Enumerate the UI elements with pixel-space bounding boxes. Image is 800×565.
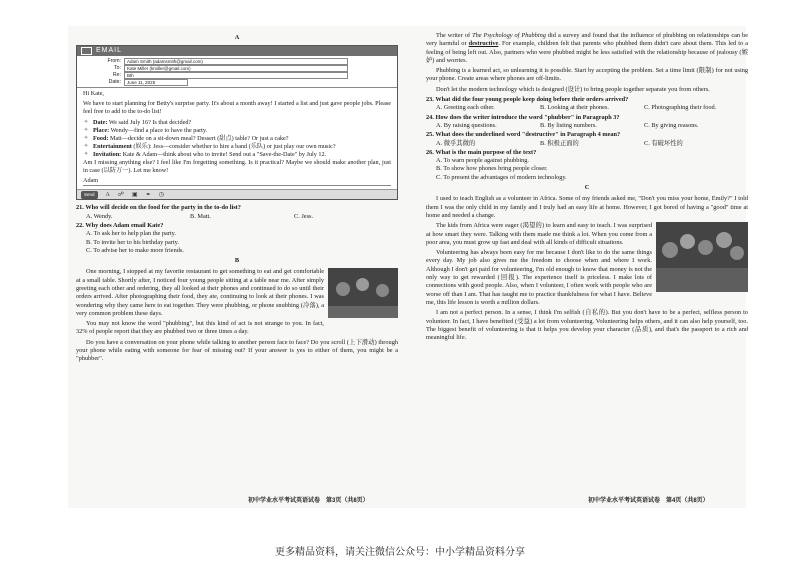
c-paragraph-2: The kids from Africa were eager (渴望的) to learn and easy to teach. I was surprised at how smart they were. Talking with them made me think a lot. When you come from a poor area, you must grow up fast and deal with all kinds of difficult situations. (426, 222, 652, 246)
q23-option-b: B. Looking at their phones. (540, 104, 609, 112)
image-icon[interactable]: ▣ (131, 191, 138, 198)
b-paragraph-1: One morning, I stopped at my favorite restaurant to get something to eat and get comfortable at a small table. Shortly after, I noticed four young people sitting at a table near me. After simply greeting each other and ordering, they all looked at their phones and continued to do so until their orders arrived. After photographing their food, they ate, continuing to look at their phones. I was wondering why they came here to eat together. They were phubbing, or phone snubbing (冷落), a very common problem these days. (76, 268, 324, 317)
email-closing: Am I missing anything else? I feel like I'm forgetting something. Is it practical? Maybe we should make another plan, just in case (以防万一). Let me know! (83, 159, 391, 175)
todo-label: Food: (93, 134, 109, 142)
q24-option-b: B. By listing numbers. (540, 121, 597, 129)
todo-item (93, 151, 391, 159)
q24-option-c: C. By giving reasons. (644, 121, 699, 129)
right-column (426, 32, 748, 344)
q25-option-b: B. 积极正面的 (540, 139, 579, 147)
section-b-title: B (234, 257, 240, 265)
q26-option-c: C. To present the advantages of modern technology. (436, 173, 567, 181)
todo-label: Place: (93, 126, 110, 134)
question-26: 26. What is the main purpose of the text? (426, 148, 537, 156)
from-field[interactable]: Adam Smith (adamsmith@gmail.com) (124, 58, 348, 65)
q26-option-b: B. To show how phones bring people closer. (436, 165, 548, 173)
todo-label: Entertainment (93, 142, 132, 150)
to-label: To: (114, 65, 121, 72)
section-c-title: C (584, 184, 590, 192)
date-field[interactable]: June 11, 2025 (124, 79, 188, 86)
email-body (77, 88, 397, 189)
bottom-note: 更多精品资料，请关注微信公众号：中小学精品资料分享 (275, 547, 525, 558)
todo-text: Wendy—find a place to have the party. (109, 126, 208, 134)
clock-icon[interactable]: ◷ (158, 191, 164, 198)
q21-options (86, 213, 398, 221)
b-paragraph-6: Don't let the modern technology which is designed (设计) to bring people together separate you from others. (436, 85, 710, 93)
q21-option-c: C. Jess. (294, 212, 314, 220)
envelope-icon (81, 47, 92, 55)
b-paragraph-3: Do you have a conversation on your phone while talking to another person face to face? Do you scroll (上下滑动) through your phone while eating with someone for fear of missing out? If your answer is yes to either of them, you might be a "phubber". (76, 338, 398, 363)
todo-item (93, 135, 391, 143)
question-23: 23. What did the four young people keep doing before their orders arrived? (426, 96, 629, 104)
page-footer-right: 初中学业水平考试英语试卷 第4页（共8页） (588, 498, 709, 504)
q22-option-b: B. To invite her to his birthday party. (86, 238, 179, 246)
q22-option-a: A. To ask her to help plan the party. (86, 230, 176, 238)
subject-field[interactable]: Bth (124, 72, 348, 79)
q22-option-c: C. To advise her to make more friends. (86, 246, 184, 254)
email-app-label: EMAIL (96, 47, 123, 55)
todo-item (93, 119, 391, 127)
book-title: The Psychology of Phubbing (472, 32, 546, 39)
email-signature: Adam (83, 177, 391, 186)
left-column (76, 32, 398, 366)
c-paragraph-3: Volunteering has always been easy for me because I don't like to do the same things every day. My job also gives me the freedom to choose when and where I work. Although I don't get paid for volunteering, I'm old enough to know that money is not the only way to get rewarded (回报). The experience itself is priceless. I make lots of connections with good people. Also, when I volunteer, I often work with people who are worse off than I am. That has taught me to practice thankfulness for what I have. Believe me, this life lesson is worth a million dollars. (426, 249, 652, 306)
email-greeting: Hi Kate, (83, 90, 104, 98)
question-22: 22. Why does Adam email Kate? (76, 221, 164, 229)
b-paragraph-2: You may not know the word "phubbing", but this kind of act is not strange to you. In fact, 32% of people report that they are phubbed two or three times a day. (76, 320, 324, 336)
re-label: Re: (112, 72, 121, 79)
todo-list (83, 119, 391, 159)
date-label: Date: (108, 79, 121, 86)
p4-text-c: . For example, children felt that parents who phubbed them didn't care about them. This led to a feeling of being left out. Also, partners who were phubbed might be less satisfied with the relationship because of jealousy (嫉妒) and worries. (426, 40, 748, 64)
todo-label: Date: (93, 118, 108, 126)
q25-option-c: C. 有破坏性的 (644, 139, 683, 147)
q23-option-a: A. Greeting each other. (436, 104, 495, 112)
b-paragraph-5: Phubbing is a learned act, so unlearning it is possible. Start by accepting the problem. Set a time limit (限制) for not using your phone. Create areas where phones are off-limits. (426, 67, 748, 83)
todo-label: Invitation: (93, 150, 122, 158)
email-title-bar (77, 46, 397, 56)
c-paragraph-1: I used to teach English as a volunteer in Africa. Some of my friends asked me, "Don't you miss your home, Emily?" I told them I was the only child in my family and I truly had an easy life at home. However, I got bored of having a "good" time at home and needed a change. (426, 195, 748, 219)
q25-option-a: A. 微乎其微的 (436, 139, 476, 147)
q21-option-b: B. Matt. (190, 212, 211, 220)
email-window (76, 45, 398, 200)
todo-text: We said July 16? Is that decided? (107, 118, 192, 126)
q25-options (436, 140, 748, 148)
todo-text: Kate & Adam—think about who to invite! Send out a "Save-the-Date" by July 12. (121, 150, 327, 158)
from-label: From: (107, 58, 121, 65)
send-button[interactable]: Send (81, 191, 98, 199)
todo-text: Matt—decide on a sit-down meal? Dessert (甜点) table? Or just a cake? (108, 134, 289, 142)
restaurant-photo (328, 268, 398, 318)
todo-item (93, 127, 391, 135)
email-toolbar (77, 189, 397, 199)
section-a-title: A (234, 34, 240, 41)
p4-text-a: The writer of (436, 32, 473, 39)
attach-icon[interactable]: ☍ (117, 191, 124, 198)
q24-options (436, 122, 748, 130)
todo-item (93, 143, 391, 151)
exam-sheet (68, 26, 749, 508)
b-paragraph-4 (426, 32, 748, 65)
question-24: 24. How does the writer introduce the word "phubber" in Paragraph 3? (426, 113, 620, 121)
q21-option-a: A. Wendy. (86, 212, 113, 220)
email-header (77, 56, 397, 88)
to-field[interactable]: Kate Miller (kmiller@gmail.com) (124, 65, 348, 72)
p4-text-b: did a survey and found that the influence of phubbing on relationships can be very harmful or (426, 32, 749, 48)
q24-option-a: A. By raising questions. (436, 121, 497, 129)
link-icon[interactable]: ⚭ (145, 191, 151, 198)
page-footer-left: 初中学业水平考试英语试卷 第3页（共8页） (248, 498, 369, 504)
volunteer-photo (656, 222, 748, 292)
question-25: 25. What does the underlined word "destructive" in Paragraph 4 mean? (426, 131, 621, 139)
font-icon[interactable]: A (105, 191, 110, 198)
c-paragraph-4: I am not a perfect person. In a sense, I think I'm selfish (自私的). But you don't have to be a perfect, selfless person to volunteer. In fact, I have benefited (受益) a lot from volunteering. Volunteering helps others, and it can also help yourself, too. The biggest benefit of volunteering is that it helps you develop your character (品质), and that's the passport to a rich and meaningful life. (426, 309, 748, 342)
q23-options (436, 104, 748, 112)
q23-option-c: C. Photographing their food. (644, 104, 717, 112)
q26-option-a: A. To warn people against phubbing. (436, 157, 530, 165)
underlined-word: destructive (468, 40, 499, 48)
todo-text: (娱乐): Jess—consider whether to hire a band (乐队) or just play our own music? (131, 142, 336, 150)
question-21: 21. Who will decide on the food for the party in the to-do list? (76, 204, 241, 212)
email-intro: We have to start planning for Betty's surprise party. It's about a month away! I started a list and just gave people jobs. Please feel free to add to the to-do list! (83, 100, 391, 116)
